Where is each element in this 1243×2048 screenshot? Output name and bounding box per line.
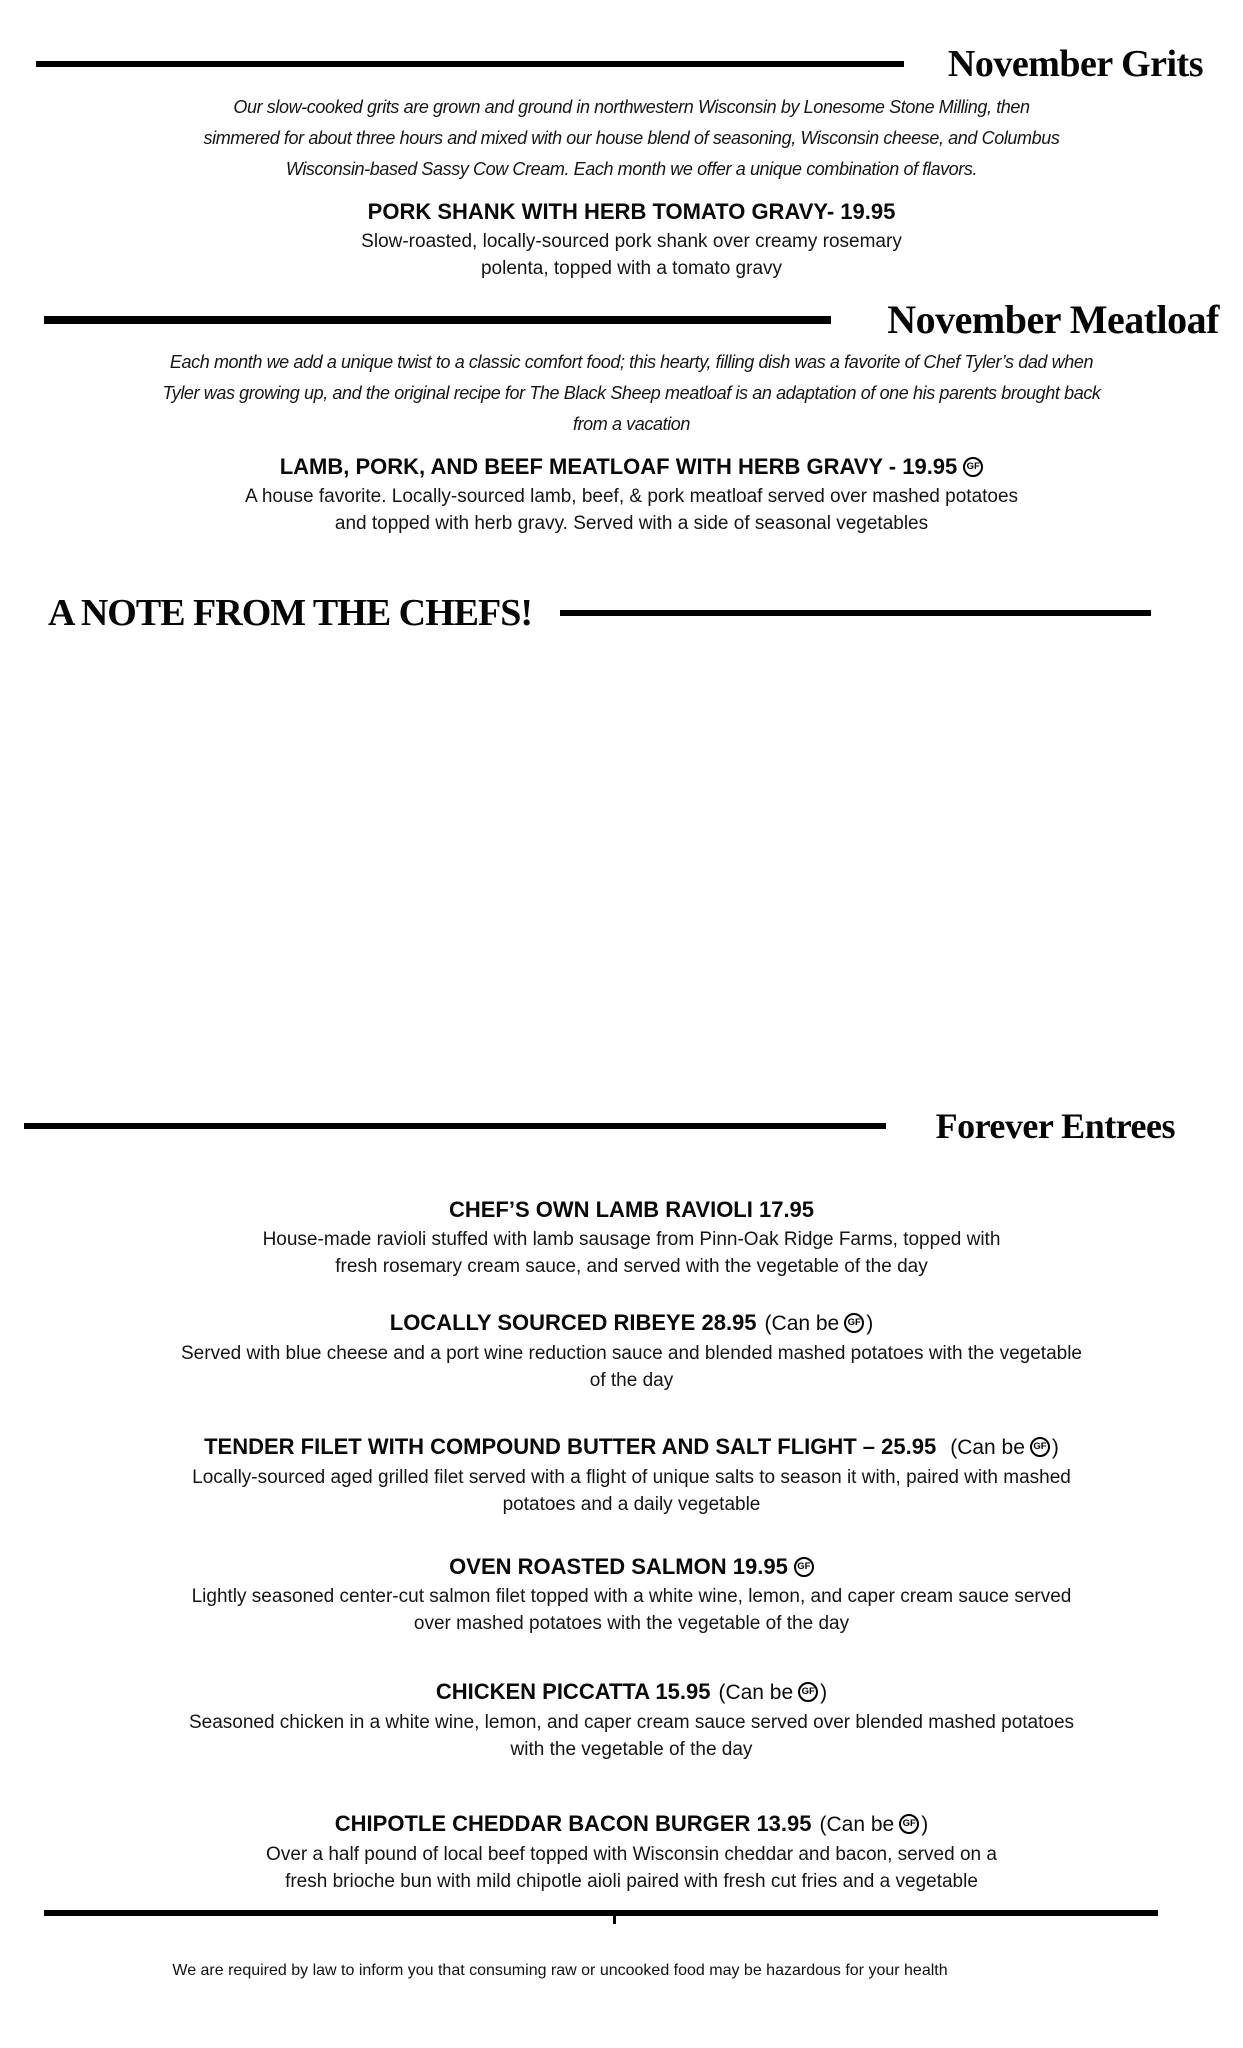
- description-line: with the vegetable of the day: [510, 1739, 753, 1760]
- description-line: polenta, topped with a tomato gravy: [480, 258, 783, 279]
- can-be-text: (Can be: [718, 1681, 794, 1704]
- description-line: Seasoned chicken in a white wine, lemon, and caper cream sauce served over blended mashed potatoes: [188, 1712, 1075, 1733]
- divider: [44, 316, 831, 324]
- section-header-november-meatloaf: [44, 296, 1219, 343]
- item-title-text: OVEN ROASTED SALMON 19.95: [449, 1554, 788, 1579]
- can-be-close: ): [866, 1312, 874, 1335]
- menu-item-name: [20, 1310, 1243, 1337]
- item-title-text: LOCALLY SOURCED RIBEYE 28.95: [389, 1310, 757, 1335]
- can-be-close: ): [921, 1813, 929, 1836]
- gf-icon: GF: [963, 457, 983, 477]
- menu-item-pork-shank: [0, 199, 1243, 282]
- item-title-text: PORK SHANK WITH HERB TOMATO GRAVY- 19.95: [367, 199, 896, 224]
- intro-line: Our slow-cooked grits are grown and ground in northwestern Wisconsin by Lonesome Stone Milling, then: [233, 97, 1030, 117]
- divider: [560, 610, 1151, 616]
- can-be-close: ): [1051, 1436, 1059, 1459]
- can-be-gf-label: [820, 1813, 929, 1836]
- description-line: potatoes and a daily vegetable: [502, 1494, 761, 1515]
- divider: [44, 1910, 1158, 1916]
- menu-item-lamb-ravioli: [0, 1197, 1243, 1280]
- description-line: fresh brioche bun with mild chipotle aioli paired with fresh cut fries and a vegetable: [285, 1871, 978, 1892]
- description-line: Locally-sourced aged grilled filet served with a flight of unique salts to season it with, paired with mashed: [192, 1467, 1071, 1488]
- meatloaf-intro: [0, 347, 1243, 440]
- legal-disclaimer: We are required by law to inform you that consuming raw or uncooked food may be hazardous for your health: [172, 1962, 948, 1979]
- menu-item-name: [20, 1679, 1243, 1706]
- menu-item-description: [20, 1340, 1243, 1394]
- description-line: A house favorite. Locally-sourced lamb, beef, & pork meatloaf served over mashed potatoes: [244, 486, 1019, 507]
- item-title-text: CHICKEN PICCATTA 15.95: [435, 1679, 711, 1704]
- can-be-gf-label: [765, 1312, 874, 1335]
- gf-icon: GF: [1030, 1437, 1050, 1457]
- description-line: Slow-roasted, locally-sourced pork shank over creamy rosemary: [361, 231, 902, 252]
- divider: [24, 1123, 886, 1129]
- menu-item-description: [20, 1709, 1243, 1763]
- intro-line: from a vacation: [572, 414, 691, 434]
- description-line: Over a half pound of local beef topped with Wisconsin cheddar and bacon, served on a: [266, 1844, 997, 1865]
- can-be-gf-label: [718, 1681, 827, 1704]
- item-title-text: LAMB, PORK, AND BEEF MEATLOAF WITH HERB GRAVY - 19.95: [279, 454, 958, 479]
- menu-item-salmon: [0, 1554, 1243, 1637]
- menu-item-name: [20, 199, 1243, 225]
- gf-icon: GF: [794, 1557, 814, 1577]
- gf-icon: GF: [844, 1313, 864, 1333]
- menu-item-name: [20, 454, 1243, 480]
- intro-line: simmered for about three hours and mixed with our house blend of seasoning, Wisconsin cheese, and Columbus: [203, 128, 1060, 148]
- grits-intro: [0, 92, 1243, 185]
- menu-item-name: [20, 1197, 1243, 1223]
- can-be-text: (Can be: [819, 1813, 895, 1836]
- menu-item-description: [20, 1464, 1243, 1518]
- section-header-november-grits: [36, 42, 1203, 86]
- item-title-text: CHEF’S OWN LAMB RAVIOLI 17.95: [448, 1197, 815, 1222]
- section-header-note-from-chefs: [48, 591, 1151, 635]
- menu-item-tender-filet: [0, 1434, 1243, 1518]
- can-be-close: ): [820, 1681, 828, 1704]
- can-be-gf-label: [950, 1436, 1059, 1459]
- section-title-note-from-chefs: A NOTE FROM THE CHEFS!: [48, 592, 533, 634]
- menu-item-description: [20, 483, 1243, 537]
- intro-line: Each month we add a unique twist to a classic comfort food; this hearty, filling dish was a favorite of Chef Tyler’s dad when: [169, 352, 1094, 372]
- gf-icon: GF: [798, 1682, 818, 1702]
- gf-icon: GF: [899, 1814, 919, 1834]
- can-be-text: (Can be: [950, 1436, 1025, 1459]
- menu-item-description: [20, 1583, 1243, 1637]
- section-header-forever-entrees: [24, 1105, 1175, 1147]
- section-title-november-meatloaf: November Meatloaf: [887, 297, 1219, 342]
- divider-tick: [613, 1915, 616, 1924]
- menu-item-chicken-piccatta: [0, 1679, 1243, 1763]
- can-be-text: (Can be: [764, 1312, 840, 1335]
- menu-item-description: [20, 1841, 1243, 1895]
- description-line: and topped with herb gravy. Served with a side of seasonal vegetables: [334, 513, 929, 534]
- section-title-november-grits: November Grits: [947, 43, 1203, 85]
- description-line: Lightly seasoned center-cut salmon filet topped with a white wine, lemon, and caper cream sauce served: [191, 1586, 1072, 1607]
- intro-line: Wisconsin-based Sassy Cow Cream. Each month we offer a unique combination of flavors.: [285, 159, 978, 179]
- item-title-text: TENDER FILET WITH COMPOUND BUTTER AND SALT FLIGHT – 25.95: [204, 1434, 937, 1459]
- menu-item-meatloaf: [0, 454, 1243, 537]
- description-line: fresh rosemary cream sauce, and served with the vegetable of the day: [335, 1256, 928, 1277]
- section-title-forever-entrees: Forever Entrees: [935, 1106, 1175, 1146]
- menu-item-ribeye: [0, 1310, 1243, 1394]
- description-line: over mashed potatoes with the vegetable of the day: [413, 1613, 850, 1634]
- item-title-text: CHIPOTLE CHEDDAR BACON BURGER 13.95: [334, 1811, 812, 1836]
- intro-line: Tyler was growing up, and the original recipe for The Black Sheep meatloaf is an adaptation of one his parents brought back: [162, 383, 1101, 403]
- description-line: Served with blue cheese and a port wine reduction sauce and blended mashed potatoes with the vegetable: [181, 1343, 1082, 1364]
- divider: [36, 61, 904, 67]
- menu-item-name: [20, 1811, 1243, 1838]
- menu-item-description: [20, 1226, 1243, 1280]
- menu-item-bacon-burger: [0, 1811, 1243, 1895]
- menu-item-description: [20, 228, 1243, 282]
- menu-item-name: [20, 1434, 1243, 1461]
- description-line: House-made ravioli stuffed with lamb sausage from Pinn-Oak Ridge Farms, topped with: [262, 1229, 1001, 1250]
- description-line: of the day: [589, 1370, 674, 1391]
- menu-item-name: [20, 1554, 1243, 1580]
